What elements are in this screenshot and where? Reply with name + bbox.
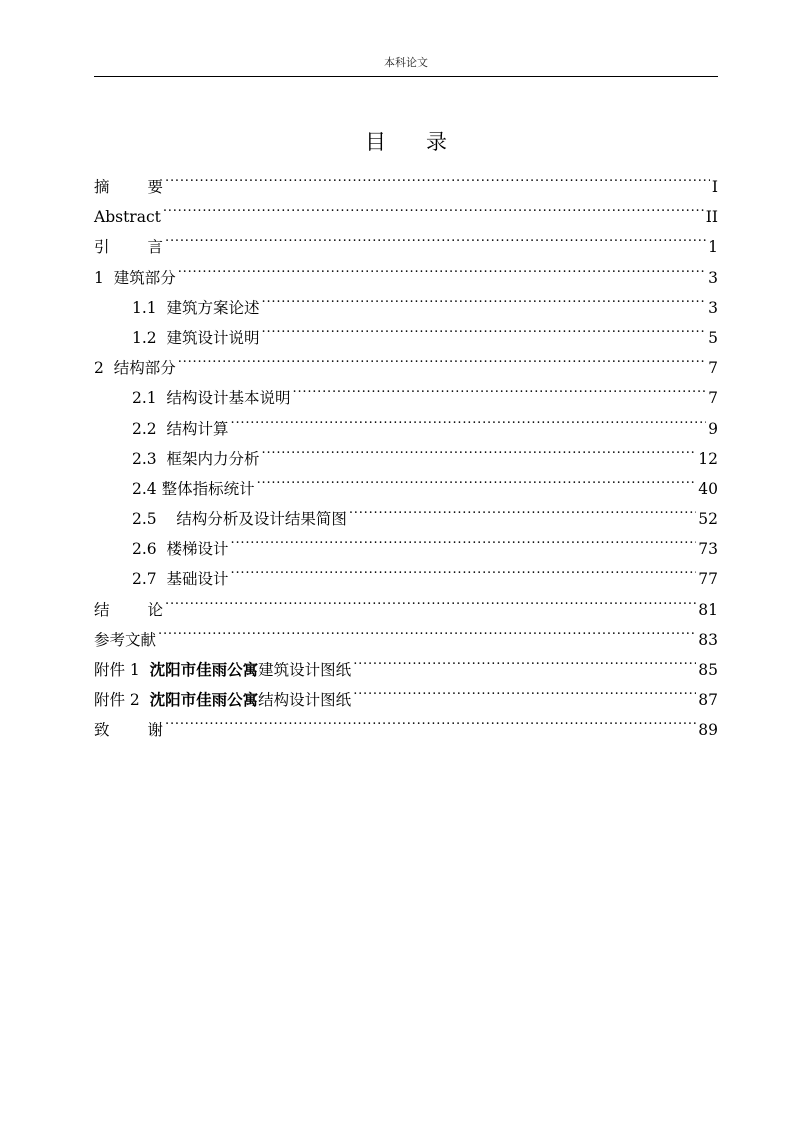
toc-entry[interactable] (94, 645, 718, 679)
toc-dot-leader (231, 554, 697, 584)
toc-dot-leader (231, 404, 707, 434)
toc-dot-leader (178, 343, 706, 373)
toc-entry-label-tail: 建筑设计图纸 (258, 661, 352, 679)
toc-entry-page-number: 12 (698, 449, 718, 468)
toc-dot-leader (163, 192, 704, 222)
toc-entry[interactable] (94, 283, 718, 317)
toc-entry-page-number: 83 (698, 630, 718, 649)
toc-entry-label-text: 2.5 结构分析及设计结果简图 (132, 510, 347, 529)
toc-entry-label (94, 595, 163, 625)
toc-entry[interactable] (94, 615, 718, 649)
toc-entry-page-number: 81 (698, 600, 718, 619)
toc-dot-leader (158, 615, 696, 645)
toc-entry-label-text: 2.7 基础设计 (132, 570, 229, 589)
toc-dot-leader (165, 222, 706, 252)
toc-entry-page-number: 73 (698, 540, 718, 559)
toc-entry-page-number: 5 (708, 328, 718, 347)
toc-dot-leader (231, 524, 697, 554)
toc-entry-label-first: 结 (94, 600, 148, 619)
toc-entry-label (132, 534, 229, 564)
toc-dot-leader (353, 675, 696, 705)
toc-entry-page-number: 7 (708, 359, 718, 378)
toc-entry-label-text: 附件 2 (94, 691, 150, 710)
toc-entry[interactable] (94, 192, 718, 227)
toc-dot-leader (262, 434, 697, 464)
toc-dot-leader (165, 705, 696, 735)
toc-entry-page-number: 7 (708, 389, 718, 408)
toc-dot-leader (165, 585, 696, 615)
toc-entry-label (94, 172, 163, 202)
toc-entry-page-number: 1 (708, 238, 718, 257)
toc-entry-label-second: 论 (147, 600, 164, 619)
toc-dot-leader (262, 283, 707, 313)
toc-entry-label (94, 625, 156, 655)
toc-entry-page-number: II (705, 208, 718, 227)
toc-entry-label (132, 444, 260, 474)
toc-entry-page-number: 3 (708, 268, 718, 287)
toc-entry[interactable] (94, 585, 718, 619)
toc-entry-label-bold: 沈阳市佳雨公寓 (149, 660, 259, 679)
toc-entry-label-second: 谢 (147, 721, 164, 740)
toc-dot-leader (262, 313, 707, 343)
toc-entry-page-number: 40 (698, 479, 718, 498)
toc-entry-label (94, 263, 176, 293)
toc-entry[interactable] (94, 253, 718, 287)
toc-entry-label-text: 附件 1 (94, 661, 150, 679)
toc-entry[interactable] (94, 222, 718, 257)
toc-entry-page-number: 52 (698, 510, 718, 529)
toc-entry-label (132, 474, 255, 504)
toc-entry-label-tail: 结构设计图纸 (258, 691, 352, 710)
toc-entry-label-text: 2.4 整体指标统计 (132, 479, 255, 498)
toc-entry[interactable] (94, 705, 718, 740)
toc-entry-label-first: 引 (94, 238, 148, 257)
toc-entry-label-text: 1.2 建筑设计说明 (132, 328, 260, 347)
toc-entry-page-number: 3 (708, 298, 718, 317)
toc-entry-label-text: 2.1 结构设计基本说明 (132, 389, 291, 408)
toc-entry-label-text: Abstract (94, 208, 161, 227)
toc-entry-label-text: 1 建筑部分 (94, 268, 176, 287)
toc-entry-label-first: 摘 (94, 178, 148, 196)
toc-entry[interactable] (94, 343, 718, 378)
toc-dot-leader (293, 373, 707, 403)
toc-entry[interactable] (94, 162, 718, 196)
page-header: 本科论文 (384, 56, 428, 69)
toc-entry-label-text: 2.6 楼梯设计 (132, 540, 229, 559)
toc-entry-label (94, 655, 351, 685)
toc-dot-leader (257, 464, 697, 494)
toc-entry-label-text: 2 结构部分 (94, 359, 176, 378)
toc-entry-label (94, 202, 161, 232)
toc-dot-leader (178, 253, 706, 283)
table-of-contents (94, 162, 718, 740)
toc-entry-label-text: 2.3 框架内力分析 (132, 449, 260, 468)
toc-title: 目录 (365, 130, 487, 154)
toc-entry-label-first: 致 (94, 721, 148, 740)
toc-entry-label (94, 232, 163, 262)
toc-dot-leader (165, 162, 710, 192)
toc-entry-page-number: 89 (698, 721, 718, 740)
header-divider (94, 76, 718, 77)
toc-entry[interactable] (94, 373, 718, 408)
toc-entry-label (132, 293, 260, 323)
toc-entry-label-bold: 沈阳市佳雨公寓 (149, 690, 259, 710)
toc-dot-leader (349, 494, 696, 524)
toc-dot-leader (353, 645, 696, 675)
toc-entry-label-second: 言 (147, 238, 164, 257)
toc-entry-page-number: 9 (708, 419, 718, 438)
toc-entry-page-number: 87 (698, 691, 718, 710)
toc-entry-label-text: 1.1 建筑方案论述 (132, 298, 260, 317)
toc-entry-label-text: 参考文献 (94, 630, 157, 649)
toc-entry-label (132, 414, 229, 444)
toc-entry-label-second: 要 (147, 178, 164, 196)
toc-entry-page-number: 85 (698, 661, 718, 679)
toc-entry-page-number: 77 (698, 570, 718, 589)
toc-entry-page-number: I (711, 178, 718, 196)
toc-entry-label-text: 2.2 结构计算 (132, 419, 229, 438)
toc-entry-label (94, 353, 176, 383)
toc-entry-label (94, 715, 163, 745)
